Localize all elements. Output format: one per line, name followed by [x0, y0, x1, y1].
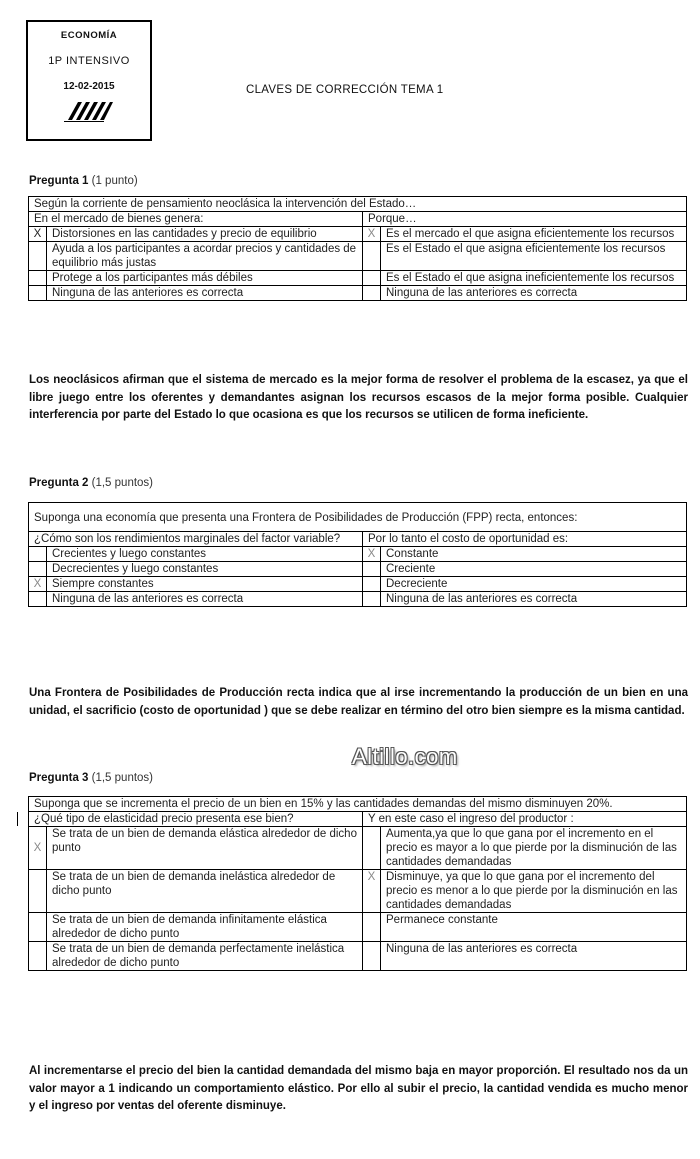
- document-title: CLAVES DE CORRECCIÓN TEMA 1: [246, 84, 444, 96]
- question-3-col-right: Y en este caso el ingreso del productor :: [363, 812, 687, 827]
- table-row: [29, 577, 687, 592]
- option-left: Ayuda a los participantes a acordar precios y cantidades de equilibrio más justas: [47, 242, 363, 271]
- option-left: Distorsiones en las cantidades y precio de equilibrio: [47, 227, 363, 242]
- option-mark-right: [363, 913, 381, 942]
- option-mark-left: [29, 271, 47, 286]
- option-mark-right: [363, 577, 381, 592]
- question-1-table: [28, 196, 687, 301]
- question-1-col-right: Porque…: [363, 212, 687, 227]
- option-right: Ninguna de las anteriores es correcta: [381, 286, 687, 301]
- option-left: Se trata de un bien de demanda elástica alrededor de dicho punto: [47, 827, 363, 870]
- option-mark-right: [363, 242, 381, 271]
- question-1-answer: Los neoclásicos afirman que el sistema de mercado es la mejor forma de resolver el problema de la escasez, ya que el libre juego entre los oferentes y demandantes asignan los recursos escasos de la mejor forma posible. Cualquier interferencia por parte del Estado lo que ocasiona es que los recursos se utilicen de forma ineficiente.: [29, 374, 688, 421]
- institution-logo-icon: [64, 100, 114, 122]
- option-mark-left: X: [29, 577, 47, 592]
- option-mark-left: [29, 913, 47, 942]
- option-right: Permanece constante: [381, 913, 687, 942]
- question-1-prompt: Según la corriente de pensamiento neoclásica la intervención del Estado…: [29, 197, 687, 212]
- table-row: [29, 242, 687, 271]
- text-cursor: [17, 812, 18, 826]
- table-row: [29, 827, 687, 870]
- question-1-label: Pregunta 1: [29, 175, 89, 187]
- question-3-points: (1,5 puntos): [91, 772, 154, 784]
- option-mark-left: [29, 942, 47, 971]
- subject-label: ECONOMÍA: [60, 30, 118, 41]
- question-2-table: [28, 502, 687, 607]
- question-2-prompt: Suponga una economía que presenta una Frontera de Posibilidades de Producción (FPP) recta, entonces:: [29, 503, 687, 532]
- option-left: Crecientes y luego constantes: [47, 547, 363, 562]
- question-3-label: Pregunta 3: [29, 772, 89, 784]
- option-left: Decrecientes y luego constantes: [47, 562, 363, 577]
- option-right: Constante: [381, 547, 687, 562]
- question-2-col-right: Por lo tanto el costo de oportunidad es:: [363, 532, 687, 547]
- question-2-points: (1,5 puntos): [91, 477, 154, 489]
- question-1-heading: [29, 175, 138, 187]
- option-mark-left: [29, 592, 47, 607]
- question-2-answer: Una Frontera de Posibilidades de Producción recta indica que al irse incrementando la producción de un bien en una unidad, el sacrificio (costo de oportunidad ) que se debe realizar en término del otro bien siempre es la misma cantidad.: [29, 687, 688, 717]
- exam-label: 1P INTENSIVO: [48, 55, 130, 67]
- watermark: Altillo.com: [352, 744, 458, 769]
- option-mark-right: [363, 942, 381, 971]
- option-mark-right: X: [363, 547, 381, 562]
- option-left: Siempre constantes: [47, 577, 363, 592]
- option-right: Ninguna de las anteriores es correcta: [381, 592, 687, 607]
- option-mark-left: [29, 547, 47, 562]
- exam-logo-box: [26, 20, 152, 141]
- question-3-heading: [29, 772, 153, 784]
- question-1-col-left: En el mercado de bienes genera:: [29, 212, 363, 227]
- option-right: Es el Estado el que asigna eficientemente los recursos: [381, 242, 687, 271]
- question-2-heading: [29, 477, 153, 489]
- option-right: Aumenta,ya que lo que gana por el incremento en el precio es mayor a lo que pierde por la disminución de las cantidades demandadas: [381, 827, 687, 870]
- option-left: Se trata de un bien de demanda inelástica alrededor de dicho punto: [47, 870, 363, 913]
- table-row: [29, 227, 687, 242]
- option-mark-right: [363, 592, 381, 607]
- table-row: [29, 592, 687, 607]
- question-1-points: (1 punto): [91, 175, 138, 187]
- option-left: Ninguna de las anteriores es correcta: [47, 592, 363, 607]
- question-3-table: [28, 796, 687, 971]
- option-mark-left: [29, 286, 47, 301]
- option-left: Protege a los participantes más débiles: [47, 271, 363, 286]
- table-row: [29, 870, 687, 913]
- question-3-answer: Al incrementarse el precio del bien la cantidad demandada del mismo baja en mayor proporción. El resultado nos da un valor mayor a 1 indicando un comportamiento elástico. Por ello al subir el precio, la cantidad vendida es mucho menor y el ingreso por ventas del oferente disminuye.: [29, 1065, 688, 1112]
- option-mark-right: [363, 827, 381, 870]
- option-mark-left: X: [29, 827, 47, 870]
- option-right: Decreciente: [381, 577, 687, 592]
- table-row: [29, 913, 687, 942]
- option-left: Se trata de un bien de demanda infinitamente elástica alrededor de dicho punto: [47, 913, 363, 942]
- option-mark-right: [363, 271, 381, 286]
- option-left: Se trata de un bien de demanda perfectamente inelástica alrededor de dicho punto: [47, 942, 363, 971]
- exam-date: 12-02-2015: [63, 81, 115, 92]
- option-right: Creciente: [381, 562, 687, 577]
- question-3-col-left: ¿Qué tipo de elasticidad precio presenta ese bien?: [29, 812, 363, 827]
- option-left: Ninguna de las anteriores es correcta: [47, 286, 363, 301]
- question-3-prompt: Suponga que se incrementa el precio de un bien en 15% y las cantidades demandas del mismo disminuyen 20%.: [29, 797, 687, 812]
- option-right: Disminuye, ya que lo que gana por el incremento del precio es menor a lo que pierde por la disminución en las cantidades demandadas: [381, 870, 687, 913]
- option-right: Es el mercado el que asigna eficientemente los recursos: [381, 227, 687, 242]
- option-mark-right: X: [363, 870, 381, 913]
- table-row: [29, 942, 687, 971]
- option-mark-left: [29, 562, 47, 577]
- option-mark-left: X: [29, 227, 47, 242]
- option-mark-right: [363, 286, 381, 301]
- option-right: Es el Estado el que asigna ineficientemente los recursos: [381, 271, 687, 286]
- option-mark-right: X: [363, 227, 381, 242]
- option-right: Ninguna de las anteriores es correcta: [381, 942, 687, 971]
- table-row: [29, 271, 687, 286]
- option-mark-left: [29, 242, 47, 271]
- question-2-col-left: ¿Cómo son los rendimientos marginales del factor variable?: [29, 532, 363, 547]
- question-2-label: Pregunta 2: [29, 477, 89, 489]
- table-row: [29, 547, 687, 562]
- option-mark-right: [363, 562, 381, 577]
- table-row: [29, 562, 687, 577]
- option-mark-left: [29, 870, 47, 913]
- table-row: [29, 286, 687, 301]
